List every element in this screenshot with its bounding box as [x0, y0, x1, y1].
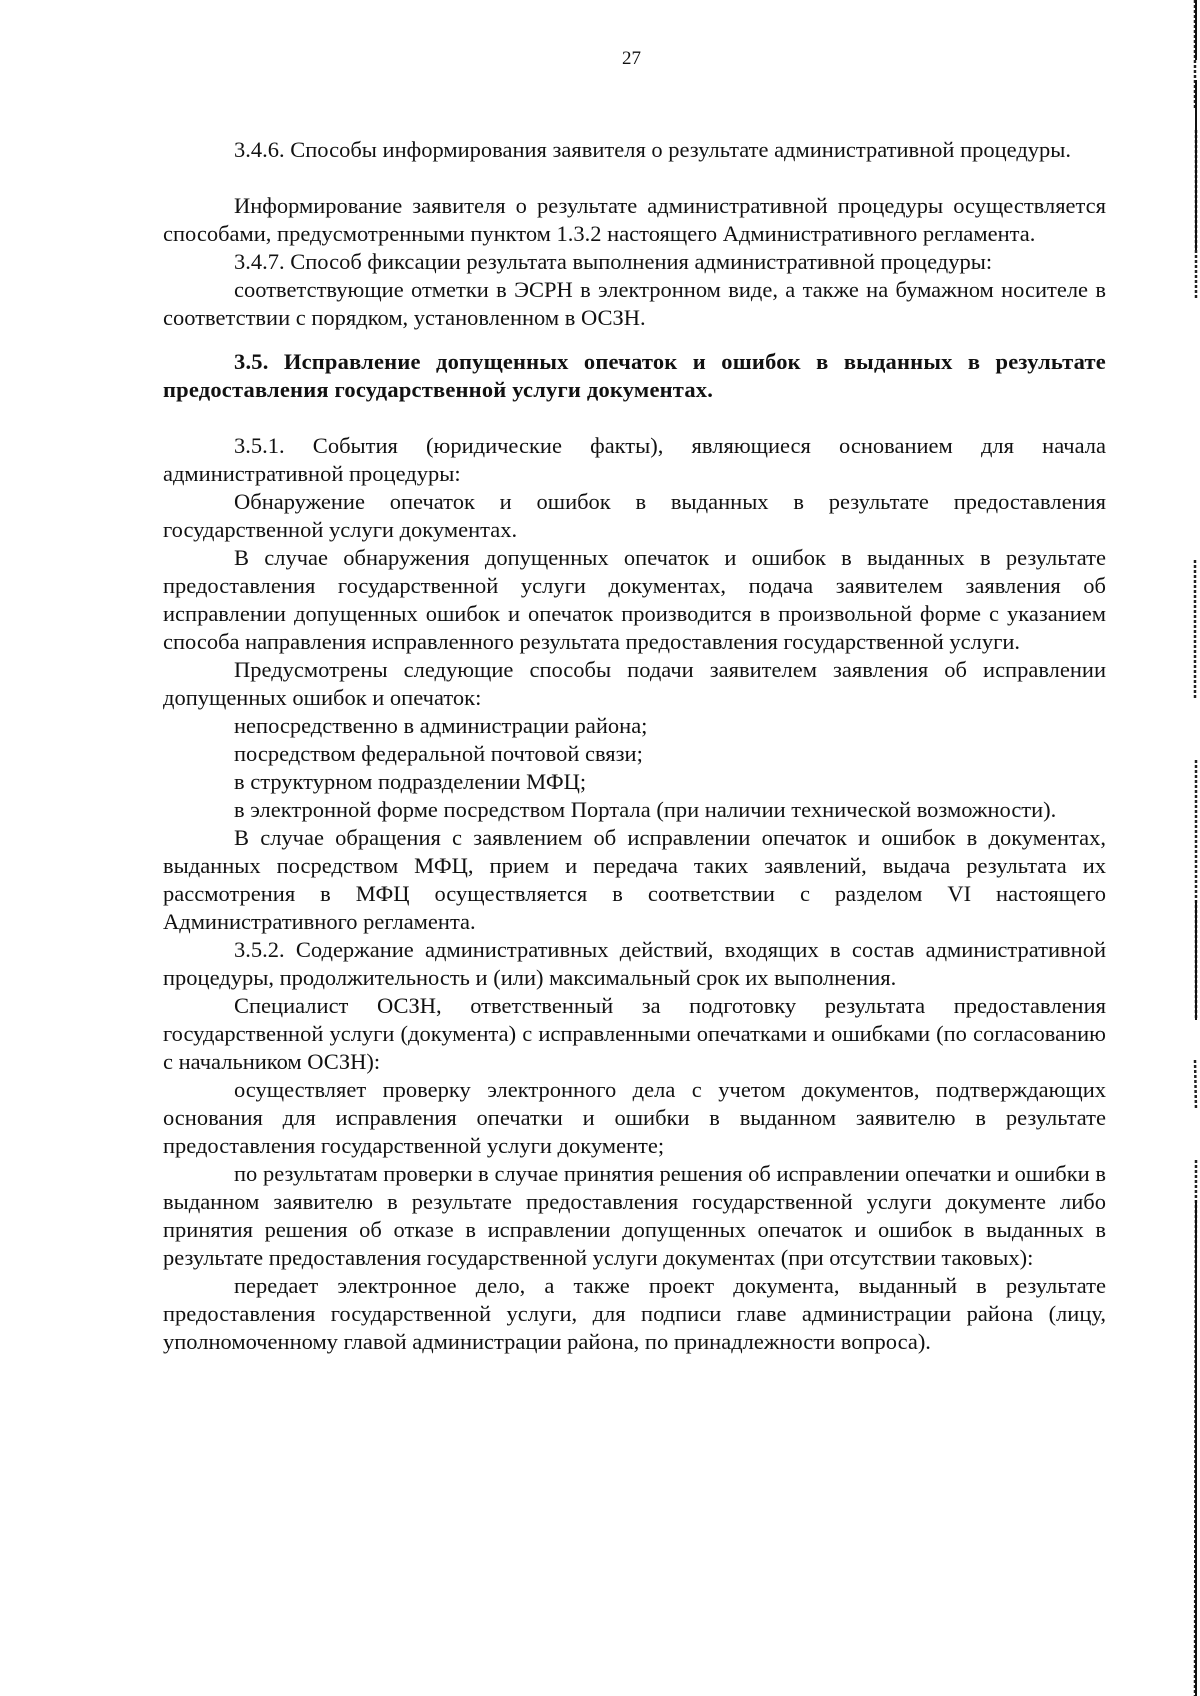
paragraph-check: осуществляет проверку электронного дела с учетом документов, подтверждающих основания для исправления опечатки и ошибки в выданном заявителю в результате предоставления государственной услуги документе; — [163, 1077, 1106, 1158]
list-item: непосредственно в администрации района; — [234, 713, 648, 738]
paragraph-mfc: В случае обращения с заявлением об исправлении опечаток и ошибок в документах, выданных посредством МФЦ, прием и передача таких заявлений, выдача результата их рассмотрения в МФЦ осуществляется в соответствии с разделом VI настоящего Административного регламента. — [163, 825, 1106, 934]
paragraph-transfer: передает электронное дело, а также проект документа, выданный в результате предоставления государственной услуги, для подписи главе администрации района (лицу, уполномоченному главой администрации района, по принадлежности вопроса). — [163, 1273, 1106, 1354]
section-heading-3-5: 3.5. Исправление допущенных опечаток и ошибок в выданных в результате предоставления государственной услуги документах. — [163, 349, 1106, 402]
paragraph-informing: Информирование заявителя о результате административной процедуры осуществляется способами, предусмотренными пунктом 1.3.2 настоящего Административного регламента. — [163, 193, 1106, 246]
paragraph-specialist: Специалист ОСЗН, ответственный за подготовку результата предоставления государственной услуги (документа) с исправленными опечатками и ошибками (по согласованию с начальником ОСЗН): — [163, 993, 1106, 1074]
paragraph-3-4-6: 3.4.6. Способы информирования заявителя о результате административной процедуры. — [234, 137, 1072, 162]
paragraph-case-detection: В случае обнаружения допущенных опечаток и ошибок в выданных в результате предоставления государственной услуги документах, подача заявителем заявления об исправлении допущенных ошибок и опечаток производится в произвольной форме с указанием способа направления исправленного результата предоставления государственной услуги. — [163, 545, 1106, 654]
paragraph-methods-intro: Предусмотрены следующие способы подачи заявителем заявления об исправлении допущенных ошибок и опечаток: — [163, 657, 1106, 710]
paragraph-3-5-1: 3.5.1. События (юридические факты), являющиеся основанием для начала административной процедуры: — [163, 433, 1106, 486]
paragraph-detection: Обнаружение опечаток и ошибок в выданных в результате предоставления государственной услуги документах. — [163, 489, 1106, 542]
paragraph-decision: по результатам проверки в случае принятия решения об исправлении опечатки и ошибки в выданном заявителю в результате предоставления государственной услуги документе либо принятия решения об отказе в исправлении допущенных опечаток и ошибок в выданных в результате предоставления государственной услуги документах (при отсутствии таковых): — [163, 1161, 1106, 1270]
paragraph-marks: соответствующие отметки в ЭСРН в электронном виде, а также на бумажном носителе в соответствии с порядком, установленном в ОСЗН. — [163, 277, 1106, 330]
paragraph-3-5-2: 3.5.2. Содержание административных действий, входящих в состав административной процедуры, продолжительность и (или) максимальный срок их выполнения. — [163, 937, 1106, 990]
document-body — [163, 136, 1106, 1356]
scan-edge-mark — [1186, 0, 1200, 1696]
paragraph-3-4-7: 3.4.7. Способ фиксации результата выполнения административной процедуры: — [234, 249, 993, 274]
list-item: в структурном подразделении МФЦ; — [234, 769, 587, 794]
list-item: в электронной форме посредством Портала (при наличии технической возможности). — [234, 797, 1057, 822]
list-item: посредством федеральной почтовой связи; — [234, 741, 643, 766]
page-number: 27 — [622, 48, 641, 69]
